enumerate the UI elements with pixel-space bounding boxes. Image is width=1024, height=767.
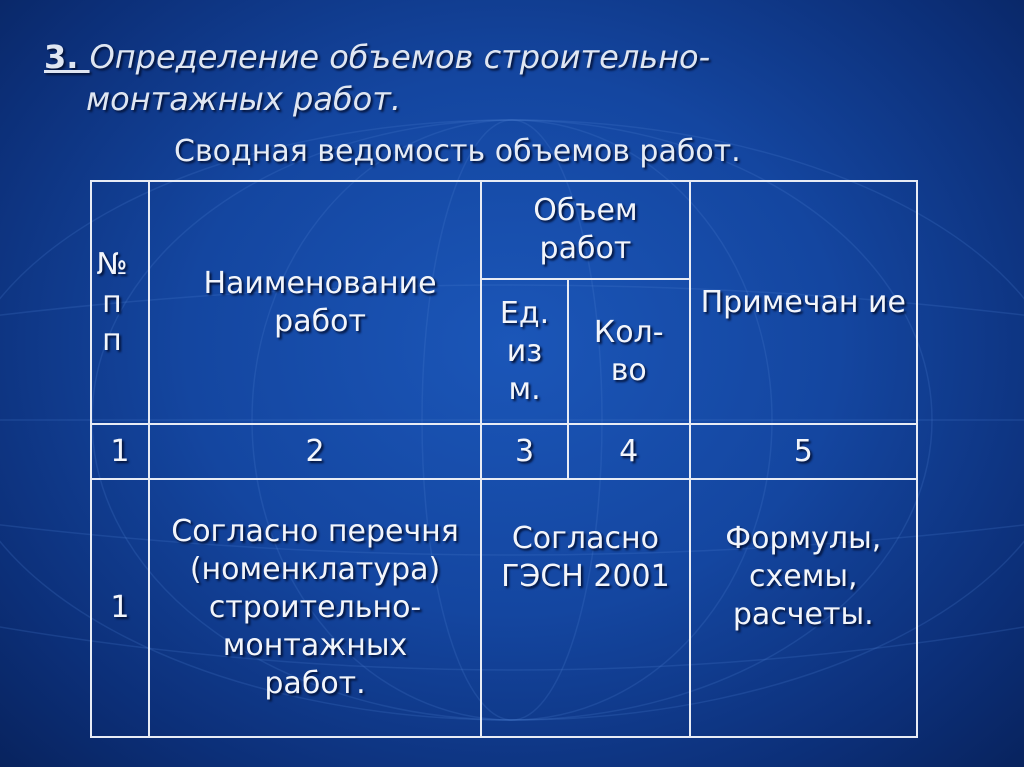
- header-volume: Объем работ: [481, 181, 689, 279]
- index-cell-2: 2: [149, 424, 481, 479]
- heading-line-2: монтажных работ.: [86, 80, 402, 118]
- heading-number: 3.: [44, 38, 90, 76]
- index-cell-3: 3: [481, 424, 568, 479]
- table-subtitle: Сводная ведомость объемов работ.: [174, 134, 741, 169]
- data-num: 1: [91, 479, 149, 737]
- slide-heading: [44, 36, 944, 120]
- header-qty: Кол-во: [568, 279, 690, 424]
- header-unit: Ед. из м.: [481, 279, 568, 424]
- data-note: Формулы, схемы, расчеты.: [690, 479, 917, 737]
- table-data-row: [91, 479, 917, 737]
- index-cell-4: 4: [568, 424, 690, 479]
- index-cell-1: 1: [91, 424, 149, 479]
- header-num: № п п: [91, 181, 149, 424]
- table-header-row-1: [91, 181, 917, 279]
- table-index-row: [91, 424, 917, 479]
- data-name: Согласно перечня (номенклатура) строительно-монтажных работ.: [149, 479, 481, 737]
- header-note: Примечан ие: [690, 181, 917, 424]
- heading-line-1: Определение объемов строительно-: [89, 38, 711, 76]
- index-cell-5: 5: [690, 424, 917, 479]
- data-volume: Согласно ГЭСН 2001: [481, 479, 689, 737]
- header-name: Наименование работ: [149, 181, 481, 424]
- summary-table: [90, 180, 918, 738]
